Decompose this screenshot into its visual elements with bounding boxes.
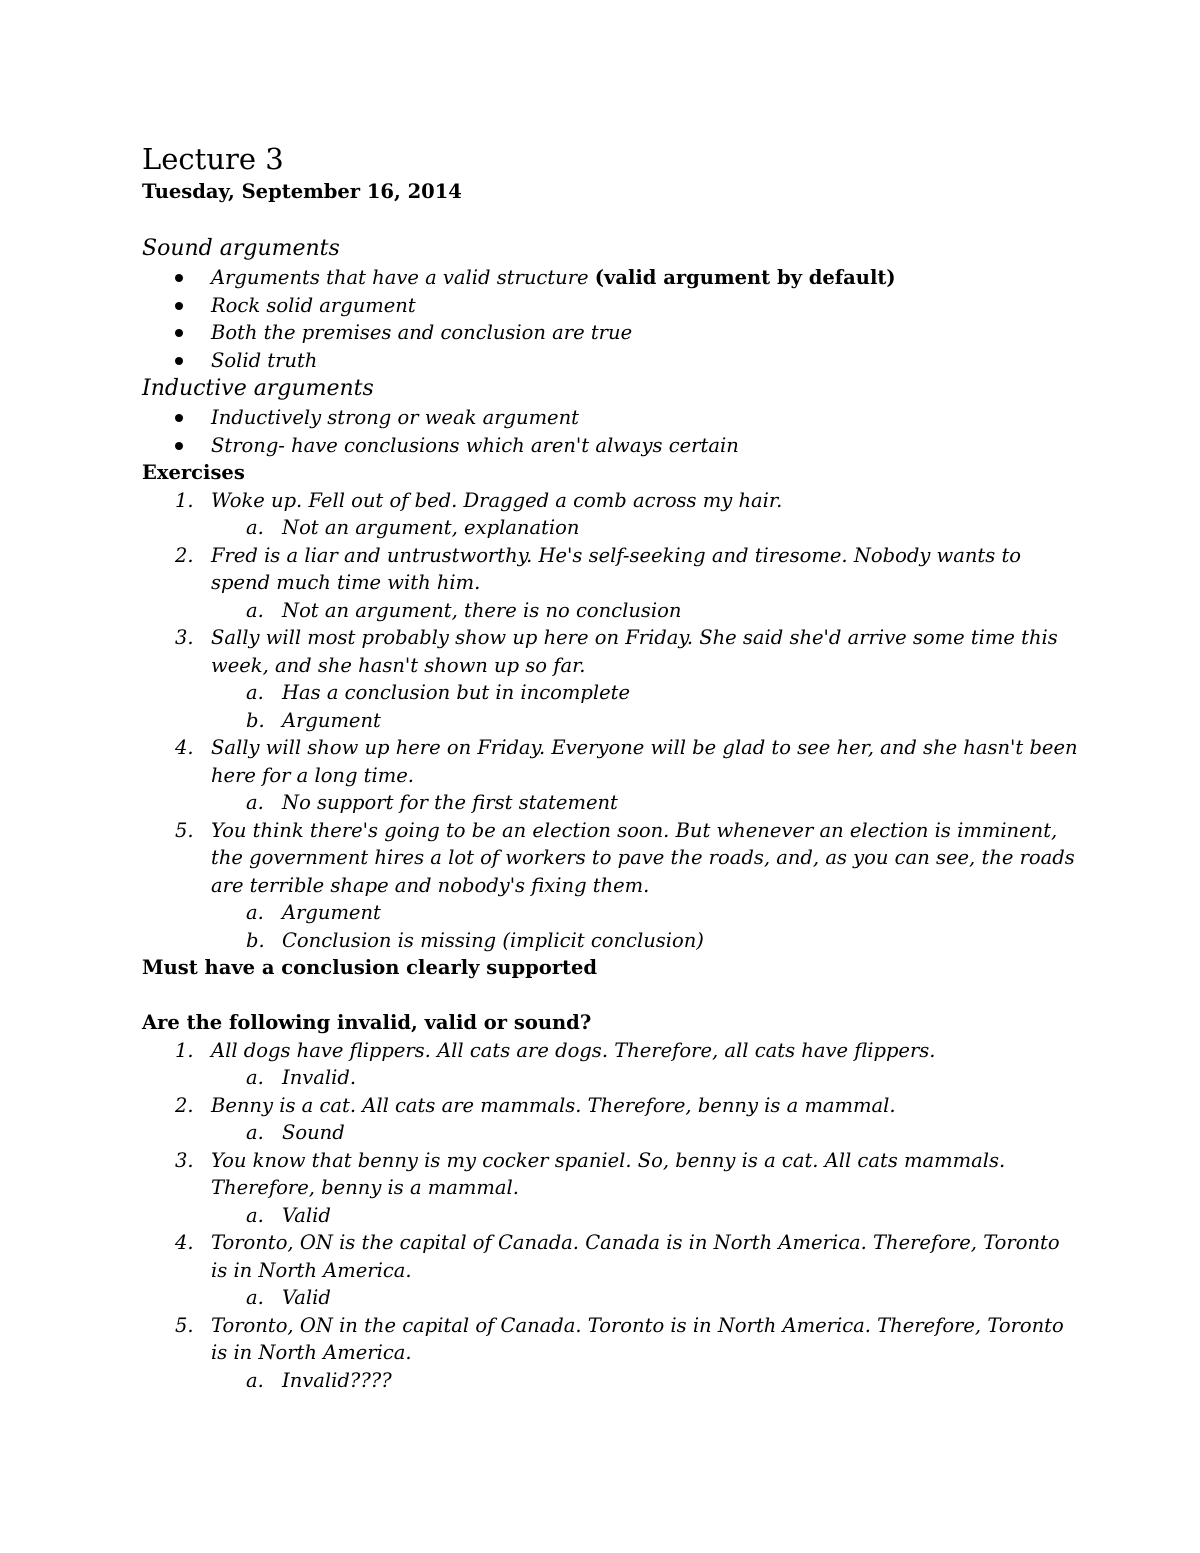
exercises-list xyxy=(142,487,1082,955)
blank-line xyxy=(142,982,1082,1010)
sub-item: a. Invalid. xyxy=(246,1066,357,1089)
sub-list xyxy=(211,899,1082,954)
sub-list xyxy=(211,1119,1082,1147)
list-item: 5. You think there's going to be an election soon. But whenever an election is imminent, the government hires a lot of workers to pave the roads, and, as you can see, the roads are terrible shape and nobody's fixing them. a. Argument b. Conclusion is missing (implicit conclusion) xyxy=(142,817,1082,955)
sub-item: a. Not an argument, explanation xyxy=(246,516,580,539)
validity-list xyxy=(142,1037,1082,1395)
bullet-icon xyxy=(175,274,183,282)
conclusion-note: Must have a conclusion clearly supported xyxy=(142,956,598,979)
sub-item: a. Valid xyxy=(246,1286,331,1309)
bullet-icon xyxy=(175,357,183,365)
sub-list xyxy=(211,1367,1082,1395)
bullet-icon xyxy=(175,302,183,310)
sub-item: a. Sound xyxy=(246,1121,345,1144)
page-title: Lecture 3 xyxy=(142,142,284,176)
list-item: 2. Benny is a cat. All cats are mammals. Therefore, benny is a mammal. a. Sound xyxy=(142,1092,1082,1147)
bullet-icon xyxy=(175,442,183,450)
list-item: Inductively strong or weak argument xyxy=(142,404,1082,432)
bullet-icon xyxy=(175,414,183,422)
list-item: 3. You know that benny is my cocker spaniel. So, benny is a cat. All cats mammals. Therefore, benny is a mammal. a. Valid xyxy=(142,1147,1082,1230)
sub-list xyxy=(211,597,1082,625)
validity-heading: Are the following invalid, valid or sound? xyxy=(142,1011,592,1034)
sub-item: b. Argument xyxy=(246,708,381,732)
sub-item: a. Has a conclusion but in incomplete xyxy=(246,681,630,704)
inductive-arguments-list xyxy=(142,404,1082,459)
list-item: 2. Fred is a liar and untrustworthy. He's self-seeking and tiresome. Nobody wants to spend much time with him. a. Not an argument, there is no conclusion xyxy=(142,542,1082,625)
sub-item: a. No support for the first statement xyxy=(246,791,618,814)
document-page xyxy=(142,140,1082,1394)
sub-list xyxy=(211,514,1082,542)
exercises-heading: Exercises xyxy=(142,461,245,484)
sub-list xyxy=(211,789,1082,817)
sub-item: a. Valid xyxy=(246,1203,331,1227)
sound-arguments-heading: Sound arguments xyxy=(142,236,340,261)
list-item: Both the premises and conclusion are true xyxy=(142,319,1082,347)
sub-item: b. Conclusion is missing (implicit conclusion) xyxy=(246,928,704,952)
inductive-arguments-heading: Inductive arguments xyxy=(142,376,374,401)
list-item: 3. Sally will most probably show up here on Friday. She said she'd arrive some time this week, and she hasn't shown up so far. a. Has a conclusion but in incomplete b. Argument xyxy=(142,624,1082,734)
list-item: Solid truth xyxy=(142,347,1082,375)
sub-list xyxy=(211,1284,1082,1312)
sound-arguments-list xyxy=(142,264,1082,374)
sub-list xyxy=(211,1064,1082,1092)
list-item: 1. All dogs have flippers. All cats are dogs. Therefore, all cats have flippers. a. Invalid. xyxy=(142,1037,1082,1092)
list-item: 1. Woke up. Fell out of bed. Dragged a comb across my hair. a. Not an argument, explanation xyxy=(142,487,1082,542)
bullet-icon xyxy=(175,329,183,337)
list-item: Rock solid argument xyxy=(142,292,1082,320)
list-item: Strong- have conclusions which aren't always certain xyxy=(142,432,1082,460)
sub-item: a. Not an argument, there is no conclusion xyxy=(246,598,682,622)
sub-list xyxy=(211,1202,1082,1230)
lecture-date: Tuesday, September 16, 2014 xyxy=(142,180,462,203)
list-item: 4. Toronto, ON is the capital of Canada. Canada is in North America. Therefore, Toronto is in North America. a. Valid xyxy=(142,1229,1082,1312)
sub-list xyxy=(211,679,1082,734)
list-item: 4. Sally will show up here on Friday. Everyone will be glad to see her, and she hasn't been here for a long time. a. No support for the first statement xyxy=(142,734,1082,817)
list-item: Arguments that have a valid structure (valid argument by default) xyxy=(142,264,1082,292)
list-item: 5. Toronto, ON in the capital of Canada. Toronto is in North America. Therefore, Toronto is in North America. a. Invalid???? xyxy=(142,1312,1082,1395)
sub-item: a. Argument xyxy=(246,901,381,924)
sub-item: a. Invalid???? xyxy=(246,1368,392,1392)
